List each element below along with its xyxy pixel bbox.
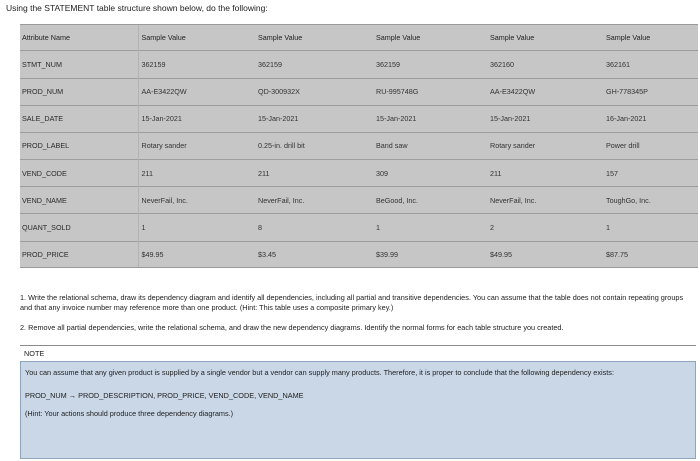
- instructions-text: Using the STATEMENT table structure shown below, do the following:: [6, 3, 268, 13]
- attribute-name: VEND_NAME: [20, 187, 138, 214]
- attribute-name: PROD_NUM: [20, 78, 138, 105]
- header-sample-value: Sample Value: [376, 33, 421, 43]
- sample-value: 362161: [570, 51, 698, 78]
- attribute-name: STMT_NUM: [20, 51, 138, 78]
- table-row: [20, 132, 698, 159]
- sample-value: $87.75: [570, 241, 698, 267]
- note-hint: (Hint: Your actions should produce three dependency diagrams.): [25, 409, 234, 418]
- sample-value: 1: [570, 214, 698, 241]
- functional-dependency: PROD_NUM → PROD_DESCRIPTION, PROD_PRICE, VEND_CODE, VEND_NAME: [25, 391, 304, 400]
- sample-value: 211: [138, 160, 246, 187]
- sample-value: 15-Jan-2021: [138, 105, 246, 132]
- sample-value: AA-E3422QW: [462, 78, 570, 105]
- table-row: [20, 214, 698, 241]
- sample-value: NeverFail, Inc.: [138, 187, 246, 214]
- sample-value: 15-Jan-2021: [462, 105, 570, 132]
- sample-value: Power drill: [570, 132, 698, 159]
- sample-value: 362159: [354, 51, 462, 78]
- sample-value: Band saw: [354, 132, 462, 159]
- attribute-name: SALE_DATE: [20, 105, 138, 132]
- sample-value: 2: [462, 214, 570, 241]
- sample-value: AA-E3422QW: [138, 78, 246, 105]
- sample-value: 211: [462, 160, 570, 187]
- table-row: [20, 105, 698, 132]
- sample-value: QD-300932X: [246, 78, 354, 105]
- sample-value: Rotary sander: [138, 132, 246, 159]
- sample-value: $3.45: [246, 241, 354, 267]
- sample-value: 8: [246, 214, 354, 241]
- table-row: [20, 78, 698, 105]
- attribute-name: VEND_CODE: [20, 160, 138, 187]
- sample-value: $39.99: [354, 241, 462, 267]
- note-box: [20, 345, 696, 459]
- question-1: 1. Write the relational schema, draw its dependency diagram and identify all dependencies, including all partial and transitive dependencies. You can assume that the table does not contain repeating groups and that any invoice number may reference more than one product. (Hint: This table uses a composite primary key.): [20, 293, 684, 312]
- attribute-name: PROD_LABEL: [20, 132, 138, 159]
- sample-value: GH-778345P: [570, 78, 698, 105]
- sample-value: 1: [354, 214, 462, 241]
- sample-value: 362160: [462, 51, 570, 78]
- sample-value: ToughGo, Inc.: [570, 187, 698, 214]
- attribute-name: QUANT_SOLD: [20, 214, 138, 241]
- sample-value: 1: [138, 214, 246, 241]
- note-body: [20, 361, 696, 459]
- table-row: [20, 241, 698, 267]
- sample-value: 16-Jan-2021: [570, 105, 698, 132]
- header-sample-value: Sample Value: [490, 33, 535, 43]
- note-text: You can assume that any given product is supplied by a single vendor but a vendor can supply many products. Therefore, it is proper to conclude that the following dependency exists:: [25, 368, 614, 377]
- sample-value: $49.95: [462, 241, 570, 267]
- attribute-name: PROD_PRICE: [20, 241, 138, 267]
- sample-value: 309: [354, 160, 462, 187]
- note-title: NOTE: [20, 346, 696, 361]
- sample-value: 15-Jan-2021: [246, 105, 354, 132]
- statement-table: [20, 24, 698, 268]
- table-row: [20, 160, 698, 187]
- sample-value: $49.95: [138, 241, 246, 267]
- question-2: 2. Remove all partial dependencies, write the relational schema, and draw the new dependency diagrams. Identify the normal forms for each table structure you created.: [20, 323, 564, 332]
- sample-value: 211: [246, 160, 354, 187]
- sample-value: BeGood, Inc.: [354, 187, 462, 214]
- table-row: [20, 187, 698, 214]
- header-sample-value: Sample Value: [141, 33, 186, 43]
- table-header-row: [20, 25, 698, 51]
- sample-value: 362159: [138, 51, 246, 78]
- header-attribute-name: Attribute Name: [20, 25, 138, 51]
- sample-value: 15-Jan-2021: [354, 105, 462, 132]
- sample-value: 0.25-in. drill bit: [246, 132, 354, 159]
- header-sample-value: Sample Value: [258, 33, 303, 43]
- sample-value: NeverFail, Inc.: [246, 187, 354, 214]
- header-sample-value: Sample Value: [606, 33, 651, 43]
- table-row: [20, 51, 698, 78]
- sample-value: 362159: [246, 51, 354, 78]
- sample-value: 157: [570, 160, 698, 187]
- sample-value: Rotary sander: [462, 132, 570, 159]
- sample-value: RU-995748G: [354, 78, 462, 105]
- sample-value: NeverFail, Inc.: [462, 187, 570, 214]
